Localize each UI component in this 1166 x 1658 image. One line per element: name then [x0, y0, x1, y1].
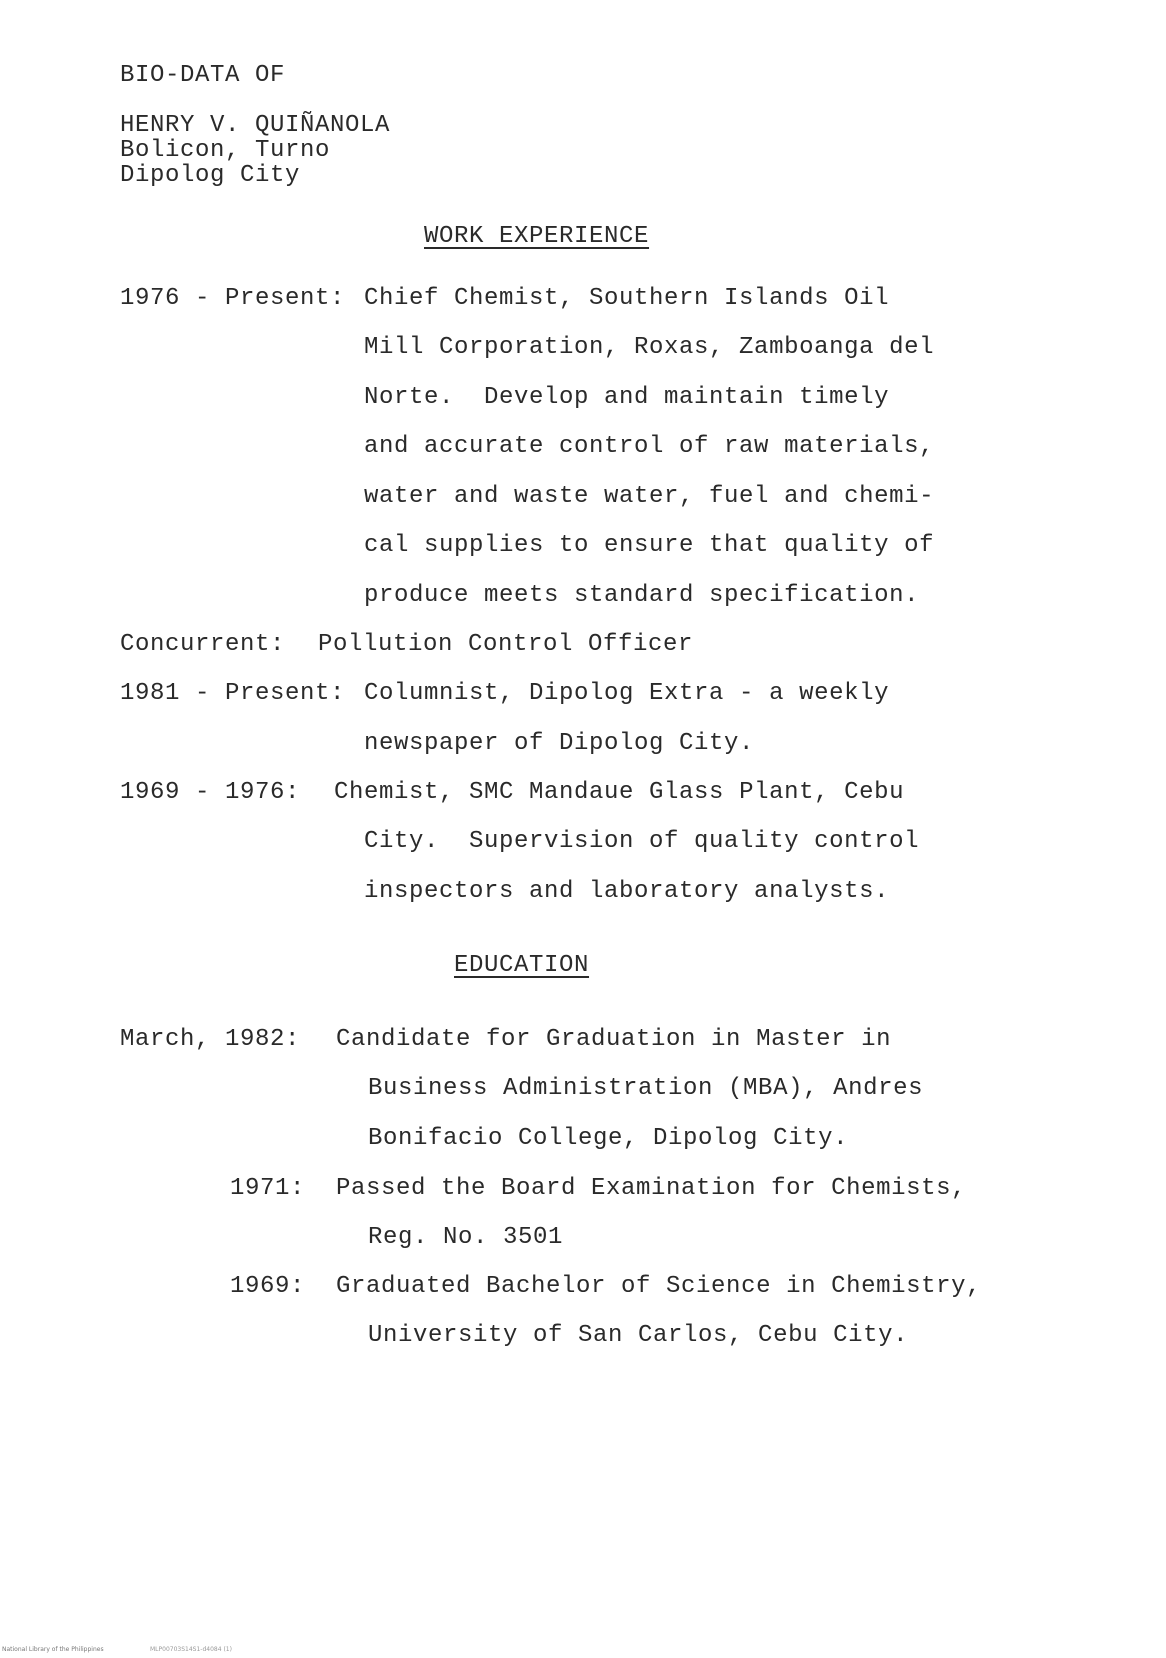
work-period: 1969 - 1976: [120, 779, 301, 806]
work-detail-line: Columnist, Dipolog Extra - a weekly [364, 680, 890, 707]
education-detail-line: Candidate for Graduation in Master in [336, 1026, 892, 1053]
work-detail-line: water and waste water, fuel and chemi- [364, 483, 935, 510]
work-detail-line: Chief Chemist, Southern Islands Oil [364, 285, 890, 312]
archive-source-note: National Library of the Philippines [2, 1646, 104, 1653]
work-detail-line: Chemist, SMC Mandaue Glass Plant, Cebu [334, 779, 905, 806]
work-experience-heading: WORK EXPERIENCE [424, 223, 650, 250]
work-detail-line: inspectors and laboratory analysts. [364, 878, 890, 905]
work-detail-line: Pollution Control Officer [318, 631, 694, 658]
education-detail-line: Graduated Bachelor of Science in Chemistry, [336, 1273, 982, 1300]
work-detail-line: Norte. Develop and maintain timely [364, 384, 890, 411]
work-period: 1981 - Present: [120, 680, 346, 707]
work-detail-line: City. Supervision of quality control [364, 828, 920, 855]
work-period: 1976 - Present: [120, 285, 346, 312]
education-detail-line: Reg. No. 3501 [368, 1224, 564, 1251]
work-detail-line: cal supplies to ensure that quality of [364, 532, 935, 559]
education-period: 1971: [230, 1175, 306, 1202]
work-period: Concurrent: [120, 631, 286, 658]
work-detail-line: Mill Corporation, Roxas, Zamboanga del [364, 334, 935, 361]
person-name: HENRY V. QUIÑANOLA [120, 112, 391, 139]
education-detail-line: University of San Carlos, Cebu City. [368, 1322, 909, 1349]
archive-code: MLP00703S14S1-d4084 (1) [150, 1646, 232, 1653]
address-line-2: Dipolog City [120, 162, 301, 189]
work-detail-line: and accurate control of raw materials, [364, 433, 935, 460]
education-period: March, 1982: [120, 1026, 301, 1053]
education-detail-line: Business Administration (MBA), Andres [368, 1075, 924, 1102]
education-period: 1969: [230, 1273, 306, 1300]
work-detail-line: newspaper of Dipolog City. [364, 730, 755, 757]
education-heading: EDUCATION [454, 952, 590, 979]
document-title: BIO-DATA OF [120, 62, 286, 89]
education-detail-line: Passed the Board Examination for Chemists, [336, 1175, 967, 1202]
work-detail-line: produce meets standard specification. [364, 582, 920, 609]
education-detail-line: Bonifacio College, Dipolog City. [368, 1125, 849, 1152]
address-line-1: Bolicon, Turno [120, 137, 331, 164]
